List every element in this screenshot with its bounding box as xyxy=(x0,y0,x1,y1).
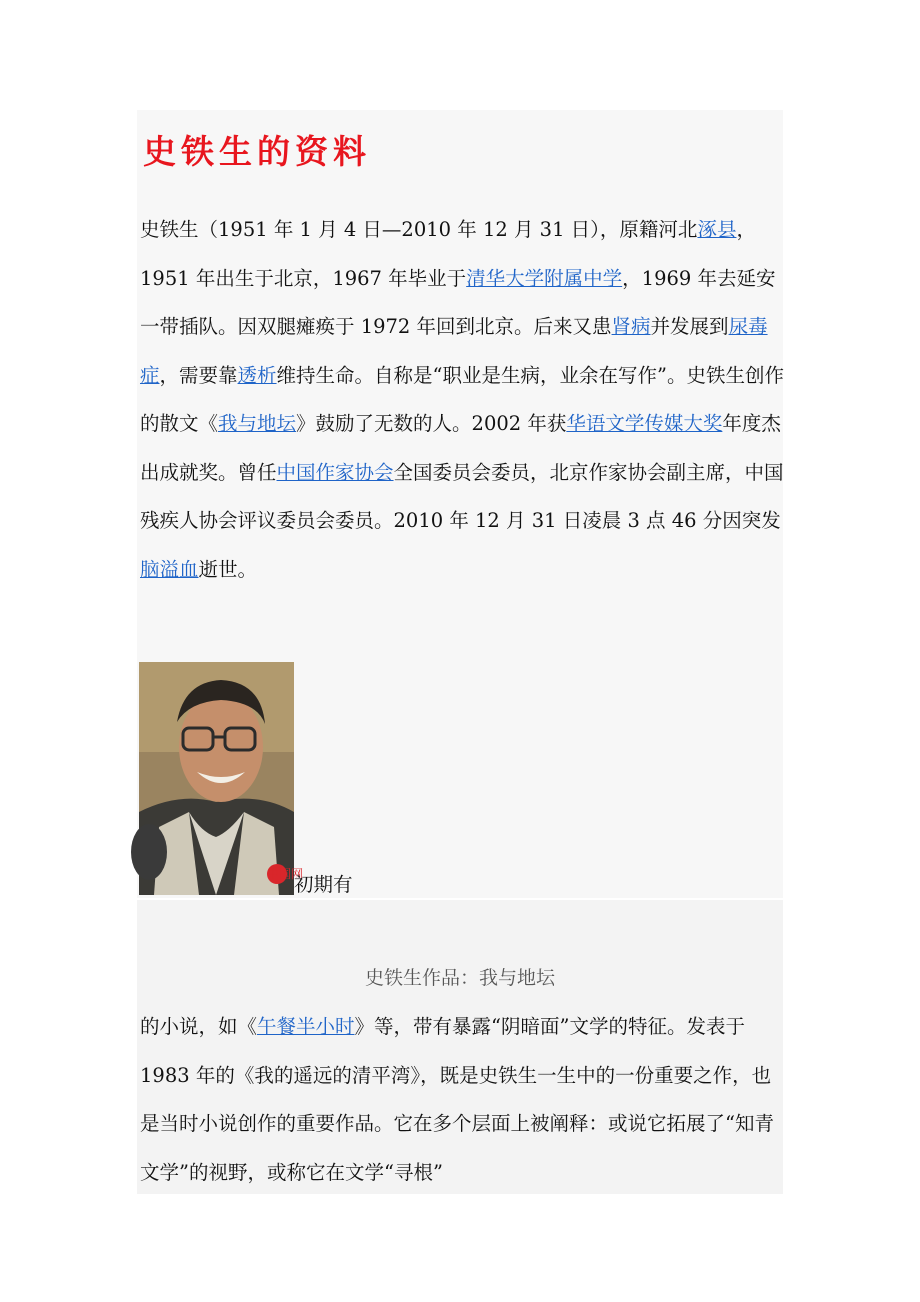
photo-trailing-text: 初期有 xyxy=(294,873,353,896)
bio-paragraph xyxy=(140,206,785,594)
bio-text: ，1969 年去延安一带插队。因双腿瘫痪于 1972 年回到北京。后来又患 xyxy=(140,266,776,338)
bio-text: 》鼓励了无数的人。2002 年获 xyxy=(296,412,567,435)
bio-link[interactable]: 中国作家协会 xyxy=(276,460,394,484)
bio-link[interactable]: 涿县 xyxy=(697,218,737,241)
bio-text: 史铁生（1951 年 1 月 4 日—2010 年 12 月 31 日），原籍河北 xyxy=(140,218,698,241)
bio-text: 逝世。 xyxy=(198,557,258,581)
bio-text: ，需要靠 xyxy=(159,363,238,387)
bio-link[interactable]: 清华大学附属中学 xyxy=(466,266,623,290)
author-photo xyxy=(139,662,304,895)
bio-link[interactable]: 肾病 xyxy=(611,315,651,338)
bio-text: 全国委员会委员，北京作家协会副主席，中国残疾人协会评议委员会委员。2010 年 12 月 31 日凌晨 3 点 46 分因突发 xyxy=(140,460,784,532)
bio-link[interactable]: 尿毒症 xyxy=(140,315,768,387)
bio-text: ，1951 年出生于北京，1967 年毕业于 xyxy=(140,218,756,290)
bio-text: 年度杰出成就奖。曾任 xyxy=(140,412,781,484)
para2-link[interactable]: 午餐半小时 xyxy=(257,1015,355,1038)
para2-text: 》等，带有暴露“阴暗面”文学的特征。发表于 1983 年的《我的遥远的清平湾》，既是史铁生一生中的一份重要之作，也是当时小说创作的重要作品。它在多个层面上被阐释：或说它拓展了“知青文学”的视野，或称它在文学“寻根” xyxy=(140,1015,774,1184)
bio-link[interactable]: 我与地坛 xyxy=(218,412,297,435)
bio-text: 并发展到 xyxy=(650,315,729,338)
works-paragraph xyxy=(140,1003,785,1197)
bio-link[interactable]: 脑溢血 xyxy=(140,557,199,581)
page-title: 史铁生的资料 xyxy=(143,132,371,171)
watermark-text: 中国网 xyxy=(267,867,304,881)
bio-link[interactable]: 华语文学传媒大奖 xyxy=(566,412,723,435)
para2-text: 的小说，如《 xyxy=(140,1015,258,1038)
bio-text: 维持生命。自称是“职业是生病，业余在写作”。史铁生创作的散文《 xyxy=(140,363,784,435)
bio-link[interactable]: 透析 xyxy=(237,363,277,387)
photo-caption: 史铁生作品：我与地坛 xyxy=(364,967,555,989)
